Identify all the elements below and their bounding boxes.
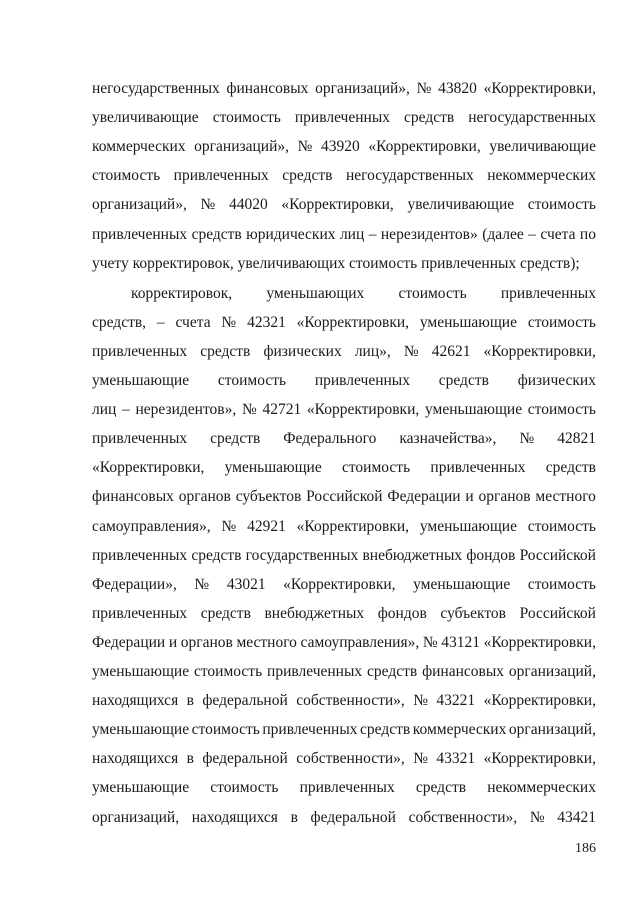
- word: казначейства»,: [399, 430, 497, 448]
- word: стоимость: [193, 663, 263, 680]
- word: организаций»,: [194, 138, 290, 156]
- word: 43221: [436, 692, 476, 710]
- word: «Корректировки,: [296, 517, 410, 535]
- word: 42321: [247, 313, 286, 331]
- word: привлеченных: [92, 546, 188, 564]
- word: собственности»,: [408, 808, 518, 826]
- word: некоммерческих: [487, 779, 596, 797]
- text-line: [92, 575, 596, 595]
- word: «Корректировки,: [281, 196, 394, 214]
- word: нерезидентов»,: [135, 401, 237, 419]
- word: средств,: [92, 313, 147, 331]
- word: №: [241, 401, 257, 419]
- word: «Корректировки,: [483, 633, 596, 651]
- word: «Корректировки,: [483, 750, 596, 768]
- word: 42621: [431, 342, 471, 360]
- word: находящихся: [92, 750, 179, 768]
- word: 43021: [226, 575, 266, 593]
- word: Российской: [519, 546, 596, 564]
- word: –: [156, 313, 165, 331]
- word: «Корректировки,: [306, 401, 420, 419]
- word: уменьшающие: [92, 779, 190, 797]
- word: уменьшающие: [92, 721, 190, 739]
- text-line: [92, 371, 596, 391]
- word: 44020: [228, 196, 268, 214]
- word: средств: [200, 604, 251, 622]
- word: стоимость: [527, 196, 596, 214]
- word: Федерального: [283, 430, 377, 448]
- word: 42721: [262, 401, 302, 419]
- text-line: [92, 313, 596, 333]
- word: привлеченных: [299, 779, 395, 797]
- word: №: [297, 138, 313, 156]
- word: «Корректировки,: [296, 313, 410, 331]
- text-line: [92, 225, 596, 245]
- page-number: 186: [575, 841, 596, 856]
- word: 43121: [441, 633, 480, 651]
- word: уменьшающих: [266, 284, 365, 302]
- text-line: [92, 195, 596, 215]
- text-line: [92, 342, 596, 362]
- word: привлеченных: [92, 225, 188, 243]
- word: 43820: [438, 80, 477, 97]
- word: привлеченных: [500, 284, 596, 302]
- word: организаций»,: [92, 196, 187, 214]
- word: привлеченных: [92, 342, 188, 360]
- word: средств: [415, 779, 467, 797]
- word: средств: [360, 721, 411, 739]
- word: №: [413, 750, 428, 768]
- word: уменьшающие: [419, 517, 517, 535]
- word: №: [519, 430, 535, 448]
- word: –: [368, 225, 377, 243]
- word: №: [221, 517, 237, 535]
- word: привлеченных: [430, 459, 526, 477]
- word: федеральной: [202, 750, 288, 768]
- word: привлеченных: [314, 372, 410, 389]
- word: «Корректировки,: [483, 80, 596, 97]
- word: стоимость: [527, 313, 596, 331]
- word: финансовых: [92, 488, 174, 506]
- word: лиц: [92, 401, 117, 419]
- word: уменьшающие: [419, 313, 517, 331]
- word: органов: [178, 488, 231, 506]
- text-line: [92, 720, 596, 740]
- text-line: [92, 458, 596, 478]
- word: лиц»,: [354, 342, 391, 360]
- word: стоимость: [527, 401, 596, 419]
- text-line: [92, 517, 596, 537]
- word: 42921: [247, 517, 286, 535]
- word: и: [465, 488, 474, 506]
- word: государственных: [245, 546, 359, 564]
- word: стоимость: [527, 517, 596, 535]
- word: привлеченных: [262, 721, 358, 739]
- text-line: [92, 662, 596, 682]
- word: «Корректировки,: [483, 342, 596, 360]
- text-line: [92, 546, 596, 566]
- word: местного: [236, 633, 297, 651]
- word: средств: [210, 430, 261, 448]
- word: Федерации: [92, 633, 166, 651]
- word: внебюджетных: [264, 604, 365, 622]
- word: негосударственных: [345, 167, 474, 185]
- word: №: [416, 80, 432, 97]
- word: и: [168, 633, 178, 651]
- text-line: [92, 400, 596, 420]
- text-line: [92, 429, 596, 449]
- text-line: [92, 691, 596, 711]
- text-line: [92, 604, 596, 624]
- word: уменьшающие: [413, 575, 511, 593]
- text-line: учету корректировок, увеличивающих стоимость привлеченных средств);: [92, 254, 580, 272]
- text-line: [92, 778, 596, 798]
- word: (далее: [482, 225, 524, 243]
- text-line: [92, 808, 596, 828]
- word: собственности»,: [296, 750, 405, 768]
- word: Федерации»,: [92, 575, 177, 593]
- word: «Корректировки,: [368, 138, 481, 156]
- word: в: [290, 808, 298, 826]
- word: стоимость: [217, 372, 287, 389]
- word: –: [122, 401, 130, 419]
- word: находящихся: [191, 808, 278, 826]
- word: привлеченных: [92, 604, 188, 622]
- word: уменьшающие: [424, 401, 523, 419]
- word: организаций,: [92, 808, 180, 826]
- word: №: [403, 342, 419, 360]
- word: средств: [545, 459, 596, 477]
- word: №: [529, 808, 545, 826]
- word: 42821: [557, 430, 596, 448]
- word: –: [528, 225, 536, 243]
- word: в: [186, 692, 194, 710]
- word: по: [579, 225, 596, 243]
- word: юридических: [246, 225, 336, 243]
- word: «Корректировки,: [92, 459, 205, 477]
- word: самоуправления»,: [300, 633, 420, 651]
- word: №: [422, 633, 438, 651]
- word: стоимость: [341, 459, 411, 477]
- word: коммерческих: [92, 138, 186, 156]
- word: счета: [540, 225, 576, 243]
- word: уменьшающие: [224, 459, 322, 477]
- text-line: [92, 633, 596, 653]
- word: №: [200, 196, 216, 214]
- word: субъектов: [440, 604, 506, 622]
- word: организаций»,: [315, 80, 410, 97]
- text-line: [92, 166, 596, 186]
- word: организаций,: [508, 663, 596, 680]
- word: финансовых: [422, 663, 504, 680]
- word: стоимость: [191, 721, 260, 739]
- word: средств: [404, 109, 455, 127]
- word: субъектов: [235, 488, 302, 506]
- word: коммерческих: [412, 721, 507, 739]
- word: негосударственных: [468, 109, 596, 127]
- word: счета: [175, 313, 211, 331]
- word: федеральной: [310, 808, 396, 826]
- word: негосударственных: [92, 80, 220, 97]
- text-line: [92, 108, 596, 128]
- word: привлеченных: [92, 430, 188, 448]
- word: в: [186, 750, 194, 768]
- word: привлеченных: [294, 109, 390, 127]
- word: стоимость: [92, 167, 161, 185]
- word: организаций,: [508, 721, 596, 739]
- word: «Корректировки,: [483, 692, 596, 710]
- word: «Корректировки,: [283, 575, 396, 593]
- word: уменьшающие: [92, 663, 190, 680]
- text-line: [92, 487, 596, 507]
- word: средств: [191, 546, 242, 564]
- word: фондов: [377, 604, 427, 622]
- word: средств: [438, 372, 489, 389]
- word: Федерации: [387, 488, 461, 506]
- word: некоммерческих: [487, 167, 596, 185]
- word: финансовых: [226, 80, 309, 97]
- word: местного: [535, 488, 596, 506]
- word: находящихся: [92, 692, 179, 710]
- word: средств: [200, 342, 251, 360]
- word: органов: [478, 488, 531, 506]
- word: физических: [263, 342, 342, 360]
- word: федеральной: [202, 692, 288, 710]
- word: корректировок,: [131, 284, 233, 302]
- word: Российской: [306, 488, 383, 506]
- word: №: [413, 692, 428, 710]
- word: №: [194, 575, 210, 593]
- word: физических: [517, 372, 596, 389]
- word: №: [221, 313, 237, 331]
- word: 43920: [321, 138, 360, 156]
- word: увеличивающие: [92, 109, 199, 127]
- text-line: [131, 284, 596, 304]
- word: средств: [282, 167, 333, 185]
- word: стоимость: [398, 284, 467, 302]
- word: фондов: [466, 546, 516, 564]
- word: стоимость: [527, 575, 596, 593]
- word: органов: [180, 633, 233, 651]
- word: нерезидентов»: [380, 225, 478, 243]
- text-line: [92, 749, 596, 769]
- word: уменьшающие: [92, 372, 190, 389]
- word: Российской: [519, 604, 596, 622]
- word: внебюджетных: [362, 546, 463, 564]
- word: лиц: [339, 225, 365, 243]
- word: средств: [191, 225, 242, 243]
- text-line: [92, 79, 596, 99]
- word: самоуправления»,: [92, 517, 211, 535]
- word: 43421: [557, 808, 596, 826]
- text-line: [92, 137, 596, 157]
- word: средств: [367, 663, 418, 680]
- word: стоимость: [212, 109, 281, 127]
- word: привлеченных: [173, 167, 269, 185]
- word: собственности»,: [296, 692, 405, 710]
- word: увеличивающие: [407, 196, 515, 214]
- word: привлеченных: [267, 663, 363, 680]
- word: стоимость: [210, 779, 279, 797]
- word: 43321: [436, 750, 476, 768]
- word: увеличивающие: [489, 138, 596, 156]
